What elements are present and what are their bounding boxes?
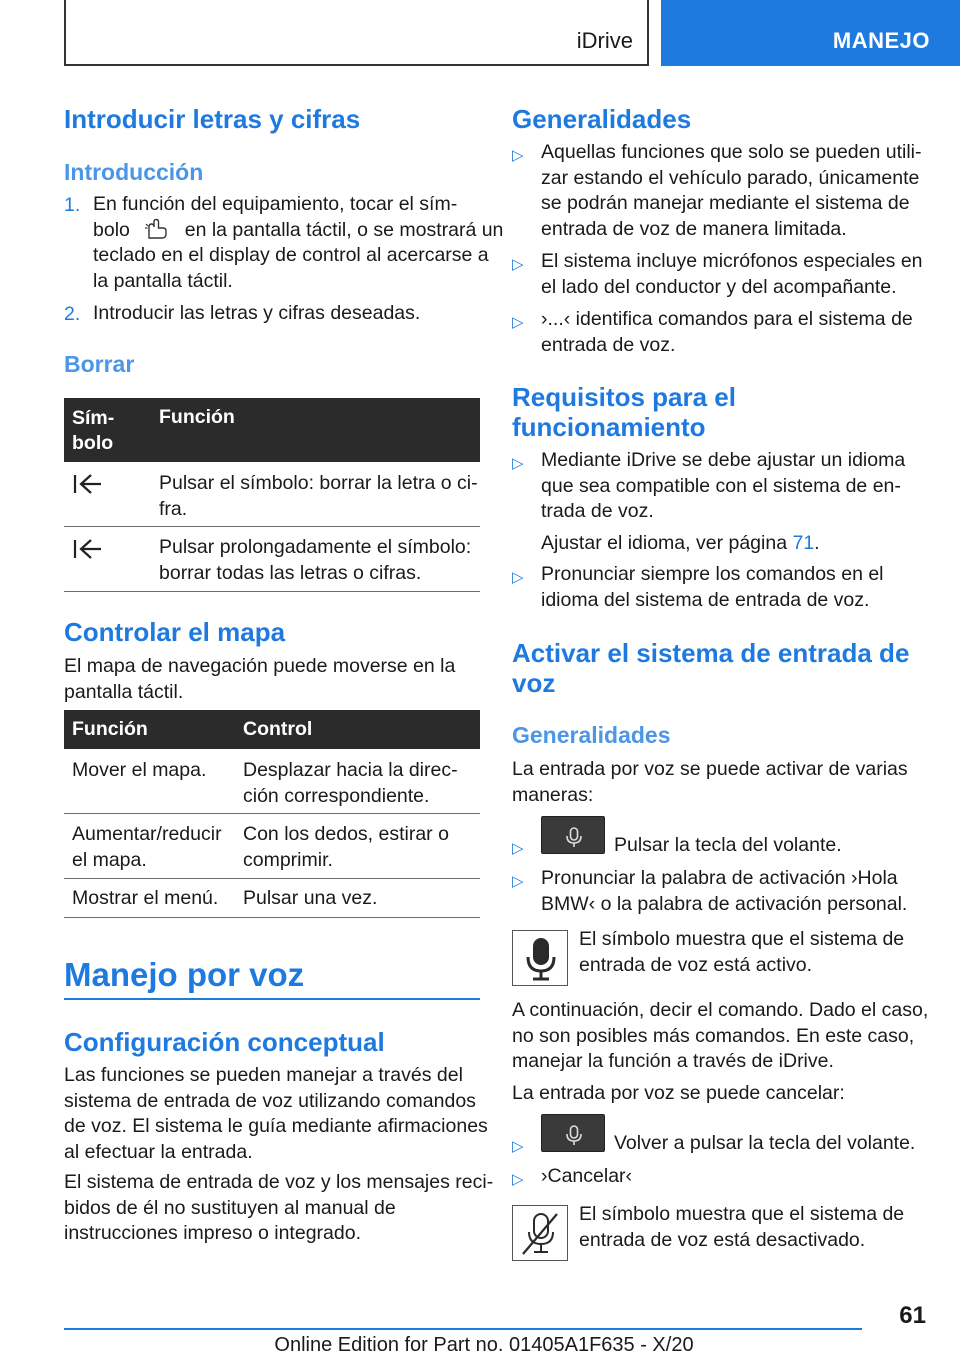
controlar-line-1: El mapa de navegación puede moverse en la <box>64 655 456 677</box>
borrar-row-2-text <box>159 535 471 586</box>
step-text-1 <box>93 192 503 294</box>
heading-activar <box>512 638 909 698</box>
act-icon-line-1: El símbolo muestra que el sistema de <box>579 928 905 950</box>
borrar-row-2-line-2: borrar todas las letras o cifras. <box>159 561 422 584</box>
act-b2-line-2: BMW‹ o la palabra de activación personal. <box>541 892 908 915</box>
req-b2-line-2: idioma del sistema de entrada de voz. <box>541 588 870 611</box>
mapa-header-funcion: Función <box>72 718 148 740</box>
page-number: 61 <box>899 1302 926 1329</box>
hand-touch-icon <box>143 218 173 240</box>
activar-line-2: voz <box>512 668 556 698</box>
gen-b2-line-2: el lado del conductor y del acompañante. <box>541 275 897 298</box>
req-bullet-2 <box>541 562 884 613</box>
act-p2-line-2: no son posibles más comandos. En este caso, <box>512 1024 915 1047</box>
gen-b2-line-1: El sistema incluye micrófonos especiales en <box>541 250 923 272</box>
bullet-triangle-icon: ▷ <box>512 1171 524 1188</box>
req-b1-line-3: trada de voz. <box>541 500 654 522</box>
bullet-triangle-icon: ▷ <box>512 873 524 890</box>
borrar-header-funcion: Función <box>159 406 235 428</box>
act-icon-caption <box>579 927 904 978</box>
heading-generalidades: Generalidades <box>512 104 692 134</box>
gen-bullet-2 <box>541 249 923 300</box>
config-p1-line-4: al efectuar la entrada. <box>64 1140 253 1163</box>
mapa-row-2-funcion <box>72 822 222 873</box>
mapa-row-2-funcion-line-1: Aumentar/reducir <box>72 823 222 845</box>
borrar-row-1-text <box>159 471 478 522</box>
cancel-icon-line-2: entrada de voz está desactivado. <box>579 1228 866 1251</box>
config-p1-line-3: de voz. El sistema le guía mediante afirmaciones <box>64 1115 488 1137</box>
mapa-row-2-control-line-2: comprimir. <box>243 848 333 871</box>
gen-b3-line-2: entrada de voz. <box>541 333 676 356</box>
borrar-row-1-line-1: Pulsar el símbolo: borrar la letra o ci- <box>159 472 478 494</box>
voice-active-symbol <box>512 930 568 986</box>
step-1-line-4: la pantalla táctil. <box>93 269 233 292</box>
step-1-word-bolo: bolo <box>93 218 130 241</box>
borrar-header-simbolo: Sím- bolo <box>72 407 115 454</box>
mapa-row-3-control: Pulsar una vez. <box>243 887 378 909</box>
backspace-icon <box>72 472 104 501</box>
activar-paragraph-2 <box>512 998 928 1075</box>
activar-paragraph-3: La entrada por voz se puede cancelar: <box>512 1082 845 1104</box>
borrar-row-1-line-2: fra. <box>159 497 188 520</box>
cancel-bullet-2-text: ›Cancelar‹ <box>541 1165 633 1187</box>
mapa-row-divider-2 <box>64 878 480 879</box>
req-b1-line-2: que sea compatible con el sistema de en- <box>541 474 901 497</box>
req-ajustar-idioma <box>541 531 820 557</box>
heading-controlar-mapa: Controlar el mapa <box>64 617 286 647</box>
config-paragraph-1 <box>64 1063 488 1165</box>
act-bullet-2 <box>541 866 907 917</box>
act-p1-line-2: maneras: <box>512 783 594 806</box>
header-section-box <box>64 0 649 66</box>
act-p1-line-1: La entrada por voz se puede activar de varias <box>512 758 908 780</box>
mapa-table-header <box>64 710 480 749</box>
heading-manejo-por-voz: Manejo por voz <box>64 956 305 993</box>
borrar-row-divider-2 <box>64 591 480 592</box>
heading-introducir-letras: Introducir letras y cifras <box>64 104 361 134</box>
steering-voice-button-image <box>541 1114 605 1152</box>
act-b2-line-1: Pronunciar la palabra de activación ›Hola <box>541 867 898 889</box>
act-p2-line-1: A continuación, decir el comando. Dado el caso, <box>512 999 929 1021</box>
borrar-row-2-line-1: Pulsar prolongadamente el símbolo: <box>159 536 472 558</box>
act-icon-line-2: entrada de voz está activo. <box>579 953 813 976</box>
mapa-row-1-control-line-2: ción correspondiente. <box>243 784 430 807</box>
step-number-2: 2. <box>64 303 81 325</box>
gen-b3-line-1: ›...‹ identifica comandos para el sistema de <box>541 308 913 330</box>
step-1-line-3: teclado en el display de control al acercarse a <box>93 244 489 266</box>
microphone-muted-icon <box>513 1206 569 1262</box>
step-1-line-1: En función del equipamiento, tocar el sím- <box>93 193 458 215</box>
mapa-row-1-control <box>243 758 458 809</box>
microphone-icon <box>513 931 569 987</box>
cancel-bullet-1-text: Volver a pulsar la tecla del volante. <box>614 1132 916 1154</box>
mapa-row-1-control-line-1: Desplazar hacia la direc- <box>243 759 458 781</box>
mapa-row-divider-3 <box>64 917 480 918</box>
controlar-line-2: pantalla táctil. <box>64 680 184 703</box>
step-number-1: 1. <box>64 194 81 216</box>
config-p2-line-1: El sistema de entrada de voz y los mensajes reci- <box>64 1171 494 1193</box>
bullet-triangle-icon: ▷ <box>512 256 524 273</box>
heading-configuracion-conceptual: Configuración conceptual <box>64 1027 385 1057</box>
cancel-icon-line-1: El símbolo muestra que el sistema de <box>579 1203 905 1225</box>
heading-generalidades-2: Generalidades <box>512 722 671 748</box>
mapa-header-control: Control <box>243 718 313 740</box>
gen-b1-line-3: se podrán manejar mediante el sistema de <box>541 192 910 214</box>
activar-line-1: Activar el sistema de entrada de <box>512 638 910 668</box>
backspace-icon <box>72 537 104 566</box>
step-1-line-2 <box>93 218 503 244</box>
footer-rule <box>64 1328 862 1330</box>
mapa-row-1-funcion: Mover el mapa. <box>72 759 207 781</box>
config-p1-line-2: sistema de entrada de voz utilizando comandos <box>64 1089 476 1112</box>
config-p1-line-1: Las funciones se pueden manejar a través del <box>64 1064 463 1086</box>
act-bullet-1-text: Pulsar la tecla del volante. <box>614 834 842 856</box>
req-ajustar-period: . <box>814 532 820 554</box>
bullet-triangle-icon: ▷ <box>512 569 524 586</box>
bullet-triangle-icon: ▷ <box>512 840 524 857</box>
act-p2-line-3: manejar la función a través de iDrive. <box>512 1050 834 1072</box>
controlar-text <box>64 654 455 705</box>
heading-borrar: Borrar <box>64 351 135 377</box>
requisitos-line-1: Requisitos para el <box>512 382 736 412</box>
config-paragraph-2 <box>64 1170 493 1247</box>
gen-b1-line-1: Aquellas funciones que solo se pueden utili- <box>541 141 922 163</box>
footer-edition: Online Edition for Part no. 01405A1F635 - X/20 <box>274 1334 694 1356</box>
mapa-row-3-funcion: Mostrar el menú. <box>72 887 219 909</box>
steering-voice-button-image <box>541 816 605 854</box>
manejo-voz-underline <box>64 998 480 1000</box>
gen-b1-line-2: zar estando el vehículo parado, únicamente <box>541 166 920 189</box>
config-p2-line-3: instrucciones impreso o integrado. <box>64 1222 361 1244</box>
step-text-2: Introducir las letras y cifras deseadas. <box>93 302 421 324</box>
step-1-line-2-rest: en la pantalla táctil, o se mostrará un <box>184 218 504 241</box>
mapa-row-2-control <box>243 822 449 873</box>
config-p2-line-2: bidos de él no sustituyen al manual de <box>64 1196 396 1219</box>
req-bullet-1 <box>541 448 905 525</box>
page-reference-link[interactable]: 71 <box>792 532 815 554</box>
header-chapter-label: MANEJO <box>832 28 930 53</box>
heading-introduccion: Introducción <box>64 159 204 185</box>
microphone-icon <box>542 817 606 855</box>
borrar-table-header <box>64 398 480 462</box>
req-b2-line-1: Pronunciar siempre los comandos en el <box>541 563 884 585</box>
microphone-icon <box>542 1115 606 1153</box>
req-ajustar-text: Ajustar el idioma, ver página <box>541 532 788 554</box>
gen-b1-line-4: entrada de voz de manera limitada. <box>541 217 847 240</box>
header-chapter-tab <box>661 0 960 66</box>
bullet-triangle-icon: ▷ <box>512 1138 524 1155</box>
bullet-triangle-icon: ▷ <box>512 147 524 164</box>
gen-bullet-3 <box>541 307 913 358</box>
header-section-label: iDrive <box>576 28 633 53</box>
req-b1-line-1: Mediante iDrive se debe ajustar un idioma <box>541 449 906 471</box>
gen-bullet-1 <box>541 140 922 242</box>
activar-paragraph-1 <box>512 757 908 808</box>
bullet-triangle-icon: ▷ <box>512 314 524 331</box>
bullet-triangle-icon: ▷ <box>512 455 524 472</box>
mapa-row-2-funcion-line-2: el mapa. <box>72 848 147 871</box>
requisitos-line-2: funcionamiento <box>512 412 706 442</box>
voice-inactive-symbol <box>512 1205 568 1261</box>
borrar-row-divider-1 <box>64 526 480 527</box>
heading-requisitos <box>512 382 736 442</box>
cancel-icon-caption <box>579 1202 904 1253</box>
mapa-row-divider-1 <box>64 813 480 814</box>
mapa-row-2-control-line-1: Con los dedos, estirar o <box>243 823 449 845</box>
